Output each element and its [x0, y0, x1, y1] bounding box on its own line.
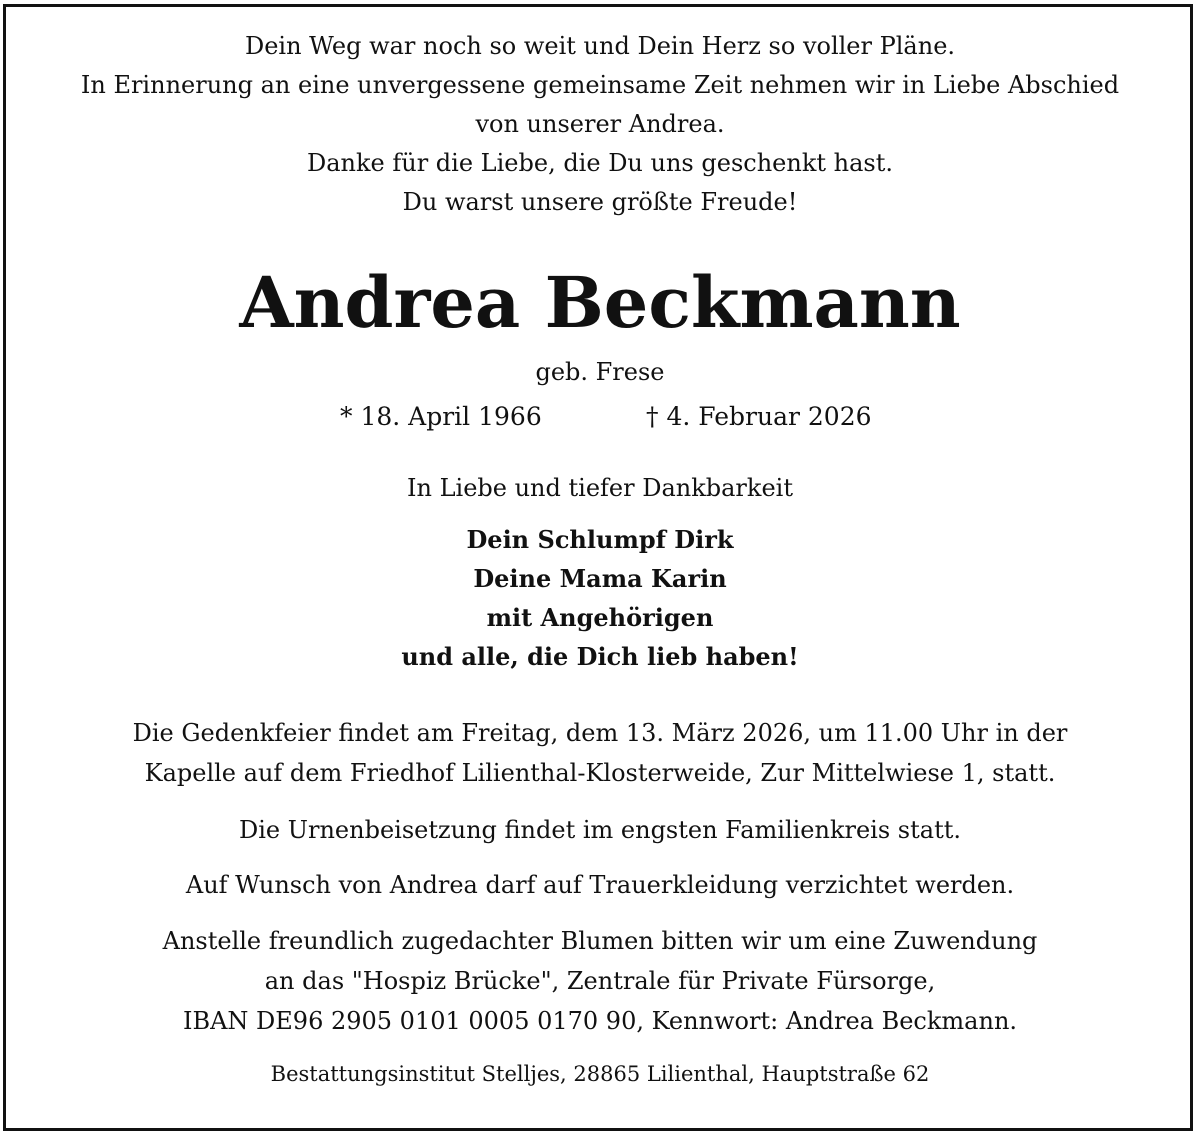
intro-line-2: In Erinnerung an eine unvergessene gemeinsame Zeit nehmen wir in Liebe Abschied	[80, 71, 1120, 99]
birth-name: geb. Frese	[535, 358, 665, 386]
intro-line-1: Dein Weg war noch so weit und Dein Herz so voller Pläne.	[244, 32, 956, 60]
intro-line-5: Du warst unsere größte Freude!	[402, 188, 798, 216]
intro-line-3: von unserer Andrea.	[475, 110, 725, 138]
clothing-line: Auf Wunsch von Andrea darf auf Trauerkleidung verzichtet werden.	[185, 871, 1015, 899]
gratitude-line: In Liebe und tiefer Dankbarkeit	[407, 474, 793, 502]
donation-line-1: Anstelle freundlich zugedachter Blumen bitten wir um eine Zuwendung	[162, 927, 1038, 955]
deceased-name: Andrea Beckmann	[239, 261, 961, 344]
donation-line-3: IBAN DE96 2905 0101 0005 0170 90, Kennwort: Andrea Beckmann.	[182, 1007, 1018, 1035]
mourner-line-3: mit Angehörigen	[486, 603, 714, 632]
mourner-line-1: Dein Schlumpf Dirk	[466, 525, 734, 554]
birth-date: * 18. April 1966	[340, 402, 542, 431]
intro-line-4: Danke für die Liebe, die Du uns geschenkt hast.	[306, 149, 893, 177]
urn-burial-line: Die Urnenbeisetzung findet im engsten Familienkreis statt.	[239, 816, 961, 844]
funeral-home-line: Bestattungsinstitut Stelljes, 28865 Lilienthal, Hauptstraße 62	[270, 1062, 930, 1086]
memorial-line-2: Kapelle auf dem Friedhof Lilienthal-Klosterweide, Zur Mittelwiese 1, statt.	[144, 759, 1056, 787]
memorial-line-1: Die Gedenkfeier findet am Freitag, dem 13. März 2026, um 11.00 Uhr in der	[132, 719, 1068, 747]
mourner-line-2: Deine Mama Karin	[473, 564, 727, 593]
death-date: † 4. Februar 2026	[646, 402, 872, 431]
donation-line-2: an das "Hospiz Brücke", Zentrale für Private Fürsorge,	[264, 967, 936, 995]
mourner-line-4: und alle, die Dich lieb haben!	[401, 642, 799, 671]
